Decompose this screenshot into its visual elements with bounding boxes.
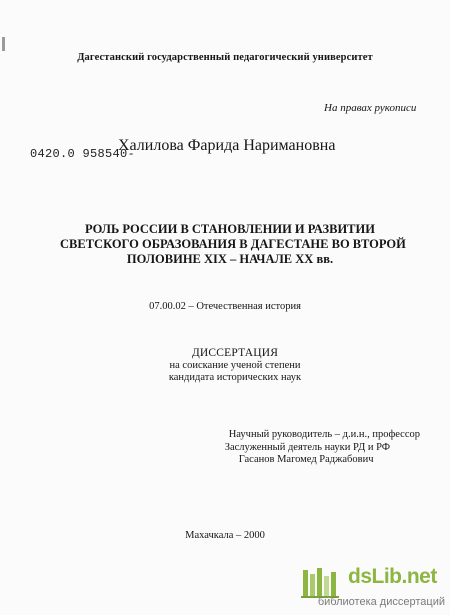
degree-line: на соискание ученой степени — [169, 360, 301, 371]
university-name: Дагестанский государственный педагогический университет — [77, 52, 373, 63]
watermark-caption: библиотека диссертаций — [317, 596, 445, 608]
title-line: ПОЛОВИНЕ XIX – НАЧАЛЕ XX вв. — [126, 252, 334, 266]
manuscript-note: На правах рукописи — [324, 102, 417, 114]
dissertation-block — [165, 347, 305, 384]
supervisor-title: Научный руководитель – д.и.н., профессор — [228, 429, 420, 440]
dslib-watermark[interactable] — [300, 563, 445, 611]
supervisor-name: Гасанов Магомед Раджабович — [238, 454, 374, 465]
book-stack-icon — [300, 566, 342, 600]
city-year: Махачкала – 2000 — [185, 530, 265, 541]
supervisor-honor: Заслуженный деятель науки РД и РФ — [224, 441, 391, 453]
watermark-site: dsLib.net — [348, 565, 437, 588]
author-name: Халилова Фарида Наримановна — [118, 137, 336, 154]
title-line: РОЛЬ РОССИИ В СТАНОВЛЕНИИ И РАЗВИТИИ — [85, 222, 375, 236]
dissertation-title — [60, 222, 406, 267]
scan-edge-mark — [2, 37, 5, 51]
supervisor-block — [225, 429, 420, 467]
degree-line: кандидата исторических наук — [168, 372, 302, 383]
specialty-code: 07.00.02 – Отечественная история — [149, 301, 301, 312]
dissertation-type: ДИССЕРТАЦИЯ — [191, 347, 279, 359]
title-line: СВЕТСКОГО ОБРАЗОВАНИЯ В ДАГЕСТАНЕ ВО ВТОРОЙ — [60, 237, 406, 251]
catalog-code: 0420.0 958540- — [30, 147, 136, 161]
